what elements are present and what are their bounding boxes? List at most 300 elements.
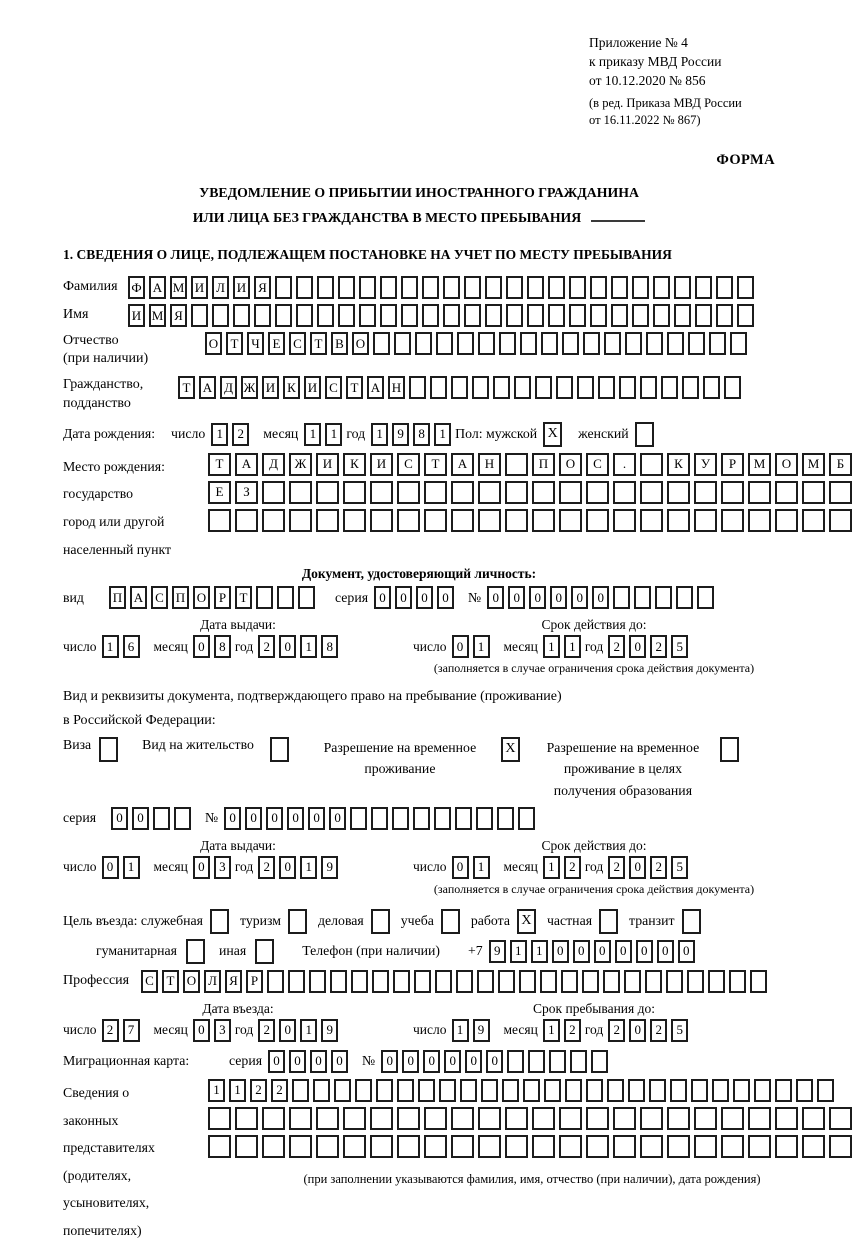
form-cell[interactable]: 0 xyxy=(629,635,646,658)
form-cell[interactable]: О xyxy=(352,332,369,355)
form-cell[interactable]: 1 xyxy=(434,423,451,446)
form-cell[interactable] xyxy=(733,1079,750,1102)
form-cell[interactable] xyxy=(721,481,744,504)
form-cell[interactable] xyxy=(289,1135,312,1158)
form-cell[interactable] xyxy=(598,376,615,399)
form-cell[interactable] xyxy=(351,970,368,993)
form-cell[interactable] xyxy=(370,1107,393,1130)
form-cell[interactable]: А xyxy=(451,453,474,476)
form-cell[interactable] xyxy=(316,1107,339,1130)
form-cell[interactable]: Л xyxy=(212,276,229,299)
form-cell[interactable] xyxy=(577,376,594,399)
form-cell[interactable] xyxy=(288,970,305,993)
form-cell[interactable] xyxy=(532,481,555,504)
form-cell[interactable] xyxy=(611,304,628,327)
form-cell[interactable]: 1 xyxy=(123,856,140,879)
form-cell[interactable] xyxy=(191,304,208,327)
form-cell[interactable] xyxy=(478,332,495,355)
form-cell[interactable]: О xyxy=(193,586,210,609)
form-cell[interactable]: И xyxy=(316,453,339,476)
form-cell[interactable] xyxy=(477,970,494,993)
form-cell[interactable] xyxy=(505,1107,528,1130)
form-cell[interactable] xyxy=(493,376,510,399)
form-cell[interactable] xyxy=(586,1107,609,1130)
form-cell[interactable] xyxy=(548,304,565,327)
form-cell[interactable]: 2 xyxy=(608,1019,625,1042)
form-cell[interactable] xyxy=(350,807,367,830)
form-cell[interactable] xyxy=(653,304,670,327)
form-cell[interactable] xyxy=(289,1107,312,1130)
form-cell[interactable]: 0 xyxy=(423,1050,440,1073)
form-cell[interactable] xyxy=(691,1079,708,1102)
form-cell[interactable]: И xyxy=(233,276,250,299)
form-cell[interactable] xyxy=(667,1107,690,1130)
form-cell[interactable]: Е xyxy=(268,332,285,355)
form-cell[interactable]: 2 xyxy=(608,635,625,658)
form-cell[interactable] xyxy=(667,1135,690,1158)
form-cell[interactable] xyxy=(502,1079,519,1102)
form-cell[interactable]: Ж xyxy=(241,376,258,399)
form-cell[interactable] xyxy=(708,970,725,993)
form-cell[interactable] xyxy=(703,376,720,399)
form-cell[interactable]: 0 xyxy=(636,940,653,963)
form-cell[interactable] xyxy=(397,509,420,532)
form-cell[interactable]: Д xyxy=(262,453,285,476)
form-cell[interactable]: П xyxy=(172,586,189,609)
purpose-study-checkbox[interactable] xyxy=(441,909,460,934)
form-cell[interactable] xyxy=(370,1135,393,1158)
form-cell[interactable]: 0 xyxy=(465,1050,482,1073)
form-cell[interactable] xyxy=(565,1079,582,1102)
form-cell[interactable] xyxy=(625,332,642,355)
form-cell[interactable] xyxy=(355,1079,372,1102)
form-cell[interactable] xyxy=(645,970,662,993)
form-cell[interactable] xyxy=(532,1107,555,1130)
form-cell[interactable] xyxy=(397,1079,414,1102)
form-cell[interactable]: О xyxy=(205,332,222,355)
form-cell[interactable]: 0 xyxy=(268,1050,285,1073)
form-cell[interactable] xyxy=(485,276,502,299)
form-cell[interactable] xyxy=(507,1050,524,1073)
form-cell[interactable]: Т xyxy=(235,586,252,609)
form-cell[interactable]: 1 xyxy=(510,940,527,963)
form-cell[interactable]: Р xyxy=(721,453,744,476)
form-cell[interactable] xyxy=(343,481,366,504)
form-cell[interactable] xyxy=(451,509,474,532)
form-cell[interactable] xyxy=(505,1135,528,1158)
purpose-transit-checkbox[interactable] xyxy=(682,909,701,934)
form-cell[interactable] xyxy=(695,304,712,327)
form-cell[interactable]: 2 xyxy=(102,1019,119,1042)
form-cell[interactable]: 2 xyxy=(271,1079,288,1102)
form-cell[interactable]: 0 xyxy=(678,940,695,963)
form-cell[interactable] xyxy=(559,509,582,532)
form-cell[interactable]: 2 xyxy=(650,856,667,879)
form-cell[interactable] xyxy=(748,1107,771,1130)
form-cell[interactable] xyxy=(559,1107,582,1130)
form-cell[interactable] xyxy=(628,1079,645,1102)
form-cell[interactable]: 0 xyxy=(279,856,296,879)
form-cell[interactable] xyxy=(233,304,250,327)
form-cell[interactable]: 0 xyxy=(452,635,469,658)
form-cell[interactable]: 0 xyxy=(615,940,632,963)
form-cell[interactable]: 0 xyxy=(193,635,210,658)
form-cell[interactable]: 1 xyxy=(211,423,228,446)
form-cell[interactable] xyxy=(559,1135,582,1158)
form-cell[interactable]: 8 xyxy=(321,635,338,658)
form-cell[interactable] xyxy=(401,304,418,327)
form-cell[interactable]: 0 xyxy=(245,807,262,830)
form-cell[interactable]: 0 xyxy=(329,807,346,830)
form-cell[interactable]: У xyxy=(694,453,717,476)
form-cell[interactable] xyxy=(451,481,474,504)
form-cell[interactable]: 1 xyxy=(543,1019,560,1042)
form-cell[interactable] xyxy=(519,970,536,993)
form-cell[interactable] xyxy=(267,970,284,993)
form-cell[interactable] xyxy=(640,453,663,476)
form-cell[interactable] xyxy=(380,276,397,299)
form-cell[interactable]: Ж xyxy=(289,453,312,476)
form-cell[interactable]: С xyxy=(141,970,158,993)
purpose-official-checkbox[interactable] xyxy=(210,909,229,934)
form-cell[interactable] xyxy=(632,276,649,299)
form-cell[interactable]: П xyxy=(532,453,555,476)
form-cell[interactable] xyxy=(613,509,636,532)
form-cell[interactable] xyxy=(802,481,825,504)
form-cell[interactable]: П xyxy=(109,586,126,609)
form-cell[interactable]: 0 xyxy=(111,807,128,830)
form-cell[interactable] xyxy=(817,1079,834,1102)
visa-checkbox[interactable] xyxy=(99,737,118,762)
form-cell[interactable] xyxy=(372,970,389,993)
form-cell[interactable] xyxy=(451,376,468,399)
form-cell[interactable] xyxy=(750,970,767,993)
form-cell[interactable] xyxy=(730,332,747,355)
form-cell[interactable] xyxy=(208,1107,231,1130)
residence-permit-checkbox[interactable] xyxy=(270,737,289,762)
form-cell[interactable]: 0 xyxy=(529,586,546,609)
form-cell[interactable] xyxy=(443,276,460,299)
form-cell[interactable] xyxy=(343,1107,366,1130)
form-cell[interactable] xyxy=(451,1135,474,1158)
form-cell[interactable]: К xyxy=(667,453,690,476)
form-cell[interactable]: Т xyxy=(424,453,447,476)
form-cell[interactable] xyxy=(401,276,418,299)
form-cell[interactable]: 9 xyxy=(392,423,409,446)
form-cell[interactable] xyxy=(556,376,573,399)
form-cell[interactable] xyxy=(695,276,712,299)
form-cell[interactable] xyxy=(540,970,557,993)
form-cell[interactable] xyxy=(748,509,771,532)
form-cell[interactable] xyxy=(415,332,432,355)
form-cell[interactable]: Т xyxy=(162,970,179,993)
form-cell[interactable] xyxy=(505,481,528,504)
form-cell[interactable] xyxy=(334,1079,351,1102)
form-cell[interactable] xyxy=(607,1079,624,1102)
form-cell[interactable] xyxy=(829,1135,852,1158)
form-cell[interactable] xyxy=(296,276,313,299)
form-cell[interactable] xyxy=(667,509,690,532)
form-cell[interactable]: К xyxy=(343,453,366,476)
form-cell[interactable] xyxy=(424,481,447,504)
form-cell[interactable]: 0 xyxy=(629,856,646,879)
form-cell[interactable] xyxy=(549,1050,566,1073)
form-cell[interactable] xyxy=(570,1050,587,1073)
form-cell[interactable]: . xyxy=(613,453,636,476)
form-cell[interactable]: 0 xyxy=(224,807,241,830)
form-cell[interactable] xyxy=(235,1135,258,1158)
form-cell[interactable]: А xyxy=(235,453,258,476)
form-cell[interactable] xyxy=(729,970,746,993)
form-cell[interactable] xyxy=(775,509,798,532)
form-cell[interactable] xyxy=(694,481,717,504)
form-cell[interactable] xyxy=(802,509,825,532)
form-cell[interactable] xyxy=(611,276,628,299)
form-cell[interactable]: 0 xyxy=(444,1050,461,1073)
form-cell[interactable] xyxy=(296,304,313,327)
form-cell[interactable]: Р xyxy=(246,970,263,993)
form-cell[interactable] xyxy=(829,481,852,504)
form-cell[interactable]: Я xyxy=(254,276,271,299)
form-cell[interactable] xyxy=(569,276,586,299)
form-cell[interactable] xyxy=(397,481,420,504)
form-cell[interactable] xyxy=(414,970,431,993)
form-cell[interactable]: 2 xyxy=(232,423,249,446)
form-cell[interactable] xyxy=(309,970,326,993)
form-cell[interactable] xyxy=(430,376,447,399)
form-cell[interactable]: 0 xyxy=(552,940,569,963)
form-cell[interactable] xyxy=(514,376,531,399)
form-cell[interactable]: А xyxy=(130,586,147,609)
temp-residence-checkbox[interactable]: X xyxy=(501,737,520,762)
form-cell[interactable]: Т xyxy=(208,453,231,476)
form-cell[interactable] xyxy=(640,1135,663,1158)
form-cell[interactable] xyxy=(796,1079,813,1102)
form-cell[interactable] xyxy=(292,1079,309,1102)
form-cell[interactable] xyxy=(343,1135,366,1158)
form-cell[interactable] xyxy=(457,332,474,355)
form-cell[interactable] xyxy=(443,304,460,327)
form-cell[interactable] xyxy=(548,276,565,299)
form-cell[interactable]: 0 xyxy=(486,1050,503,1073)
form-cell[interactable] xyxy=(316,509,339,532)
form-cell[interactable] xyxy=(709,332,726,355)
form-cell[interactable]: 2 xyxy=(258,1019,275,1042)
form-cell[interactable]: 9 xyxy=(489,940,506,963)
form-cell[interactable] xyxy=(775,1107,798,1130)
form-cell[interactable] xyxy=(748,1135,771,1158)
form-cell[interactable]: Т xyxy=(310,332,327,355)
form-cell[interactable] xyxy=(478,509,501,532)
form-cell[interactable]: 0 xyxy=(629,1019,646,1042)
form-cell[interactable] xyxy=(754,1079,771,1102)
form-cell[interactable] xyxy=(397,1135,420,1158)
form-cell[interactable] xyxy=(456,970,473,993)
form-cell[interactable] xyxy=(262,481,285,504)
form-cell[interactable]: 0 xyxy=(193,856,210,879)
form-cell[interactable]: Е xyxy=(208,481,231,504)
form-cell[interactable] xyxy=(661,376,678,399)
form-cell[interactable] xyxy=(544,1079,561,1102)
form-cell[interactable] xyxy=(518,807,535,830)
form-cell[interactable] xyxy=(687,970,704,993)
form-cell[interactable] xyxy=(586,509,609,532)
purpose-work-checkbox[interactable]: X xyxy=(517,909,536,934)
gender-male-checkbox[interactable]: X xyxy=(543,422,562,447)
form-cell[interactable] xyxy=(829,509,852,532)
form-cell[interactable] xyxy=(640,509,663,532)
form-cell[interactable] xyxy=(676,586,693,609)
form-cell[interactable] xyxy=(262,1135,285,1158)
form-cell[interactable]: О xyxy=(183,970,200,993)
form-cell[interactable] xyxy=(632,304,649,327)
purpose-humanitarian-checkbox[interactable] xyxy=(186,939,205,964)
form-cell[interactable]: Д xyxy=(220,376,237,399)
form-cell[interactable] xyxy=(724,376,741,399)
form-cell[interactable] xyxy=(604,332,621,355)
form-cell[interactable]: Т xyxy=(178,376,195,399)
form-cell[interactable]: 3 xyxy=(214,1019,231,1042)
form-cell[interactable] xyxy=(256,586,273,609)
form-cell[interactable] xyxy=(481,1079,498,1102)
form-cell[interactable] xyxy=(640,1107,663,1130)
form-cell[interactable]: 1 xyxy=(371,423,388,446)
form-cell[interactable] xyxy=(439,1079,456,1102)
form-cell[interactable] xyxy=(275,304,292,327)
form-cell[interactable] xyxy=(370,509,393,532)
form-cell[interactable]: 0 xyxy=(266,807,283,830)
form-cell[interactable]: С xyxy=(586,453,609,476)
form-cell[interactable] xyxy=(460,1079,477,1102)
form-cell[interactable] xyxy=(694,1135,717,1158)
form-cell[interactable] xyxy=(667,332,684,355)
form-cell[interactable]: Т xyxy=(226,332,243,355)
form-cell[interactable]: И xyxy=(128,304,145,327)
form-cell[interactable] xyxy=(535,376,552,399)
form-cell[interactable] xyxy=(506,304,523,327)
form-cell[interactable] xyxy=(393,970,410,993)
form-cell[interactable] xyxy=(370,481,393,504)
form-cell[interactable]: 9 xyxy=(473,1019,490,1042)
form-cell[interactable]: 0 xyxy=(487,586,504,609)
form-cell[interactable]: 1 xyxy=(473,856,490,879)
form-cell[interactable] xyxy=(721,509,744,532)
form-cell[interactable] xyxy=(413,807,430,830)
form-cell[interactable] xyxy=(737,276,754,299)
form-cell[interactable]: 1 xyxy=(325,423,342,446)
form-cell[interactable]: 2 xyxy=(650,1019,667,1042)
form-cell[interactable]: М xyxy=(748,453,771,476)
form-cell[interactable]: 0 xyxy=(381,1050,398,1073)
form-cell[interactable] xyxy=(497,807,514,830)
form-cell[interactable] xyxy=(528,1050,545,1073)
form-cell[interactable]: И xyxy=(191,276,208,299)
form-cell[interactable]: Н xyxy=(388,376,405,399)
form-cell[interactable] xyxy=(613,586,630,609)
form-cell[interactable]: И xyxy=(370,453,393,476)
form-cell[interactable] xyxy=(506,276,523,299)
form-cell[interactable]: 1 xyxy=(564,635,581,658)
form-cell[interactable] xyxy=(174,807,191,830)
form-cell[interactable] xyxy=(359,304,376,327)
form-cell[interactable] xyxy=(394,332,411,355)
form-cell[interactable] xyxy=(262,1107,285,1130)
form-cell[interactable] xyxy=(409,376,426,399)
form-cell[interactable] xyxy=(476,807,493,830)
form-cell[interactable] xyxy=(613,481,636,504)
form-cell[interactable]: 1 xyxy=(452,1019,469,1042)
form-cell[interactable] xyxy=(697,586,714,609)
form-cell[interactable] xyxy=(316,481,339,504)
form-cell[interactable] xyxy=(561,970,578,993)
form-cell[interactable] xyxy=(277,586,294,609)
form-cell[interactable] xyxy=(499,332,516,355)
form-cell[interactable] xyxy=(590,276,607,299)
form-cell[interactable] xyxy=(343,509,366,532)
form-cell[interactable] xyxy=(338,276,355,299)
form-cell[interactable] xyxy=(674,276,691,299)
form-cell[interactable]: 2 xyxy=(564,1019,581,1042)
form-cell[interactable] xyxy=(464,304,481,327)
form-cell[interactable]: 0 xyxy=(395,586,412,609)
form-cell[interactable]: 2 xyxy=(258,856,275,879)
form-cell[interactable]: 0 xyxy=(132,807,149,830)
form-cell[interactable]: 0 xyxy=(452,856,469,879)
gender-female-checkbox[interactable] xyxy=(635,422,654,447)
form-cell[interactable] xyxy=(485,304,502,327)
form-cell[interactable] xyxy=(235,1107,258,1130)
form-cell[interactable] xyxy=(775,1135,798,1158)
form-cell[interactable] xyxy=(590,304,607,327)
form-cell[interactable] xyxy=(569,304,586,327)
form-cell[interactable] xyxy=(591,1050,608,1073)
form-cell[interactable] xyxy=(435,970,452,993)
form-cell[interactable]: 0 xyxy=(402,1050,419,1073)
form-cell[interactable]: З xyxy=(235,481,258,504)
form-cell[interactable] xyxy=(624,970,641,993)
form-cell[interactable]: 5 xyxy=(671,856,688,879)
form-cell[interactable]: С xyxy=(325,376,342,399)
form-cell[interactable]: 5 xyxy=(671,635,688,658)
form-cell[interactable] xyxy=(397,1107,420,1130)
form-cell[interactable] xyxy=(520,332,537,355)
form-cell[interactable]: 3 xyxy=(214,856,231,879)
form-cell[interactable] xyxy=(523,1079,540,1102)
form-cell[interactable] xyxy=(721,1107,744,1130)
form-cell[interactable] xyxy=(532,509,555,532)
form-cell[interactable]: 0 xyxy=(308,807,325,830)
form-cell[interactable] xyxy=(505,509,528,532)
form-cell[interactable]: 8 xyxy=(214,635,231,658)
form-cell[interactable] xyxy=(666,970,683,993)
form-cell[interactable]: И xyxy=(304,376,321,399)
form-cell[interactable] xyxy=(254,304,271,327)
form-cell[interactable] xyxy=(275,276,292,299)
form-cell[interactable]: 9 xyxy=(321,856,338,879)
form-cell[interactable] xyxy=(646,332,663,355)
form-cell[interactable]: М xyxy=(802,453,825,476)
form-cell[interactable] xyxy=(670,1079,687,1102)
form-cell[interactable] xyxy=(613,1135,636,1158)
form-cell[interactable]: 0 xyxy=(594,940,611,963)
form-cell[interactable]: 0 xyxy=(374,586,391,609)
form-cell[interactable] xyxy=(380,304,397,327)
form-cell[interactable]: 1 xyxy=(300,856,317,879)
form-cell[interactable] xyxy=(532,1135,555,1158)
form-cell[interactable]: 1 xyxy=(208,1079,225,1102)
form-cell[interactable] xyxy=(527,304,544,327)
form-cell[interactable] xyxy=(451,1107,474,1130)
